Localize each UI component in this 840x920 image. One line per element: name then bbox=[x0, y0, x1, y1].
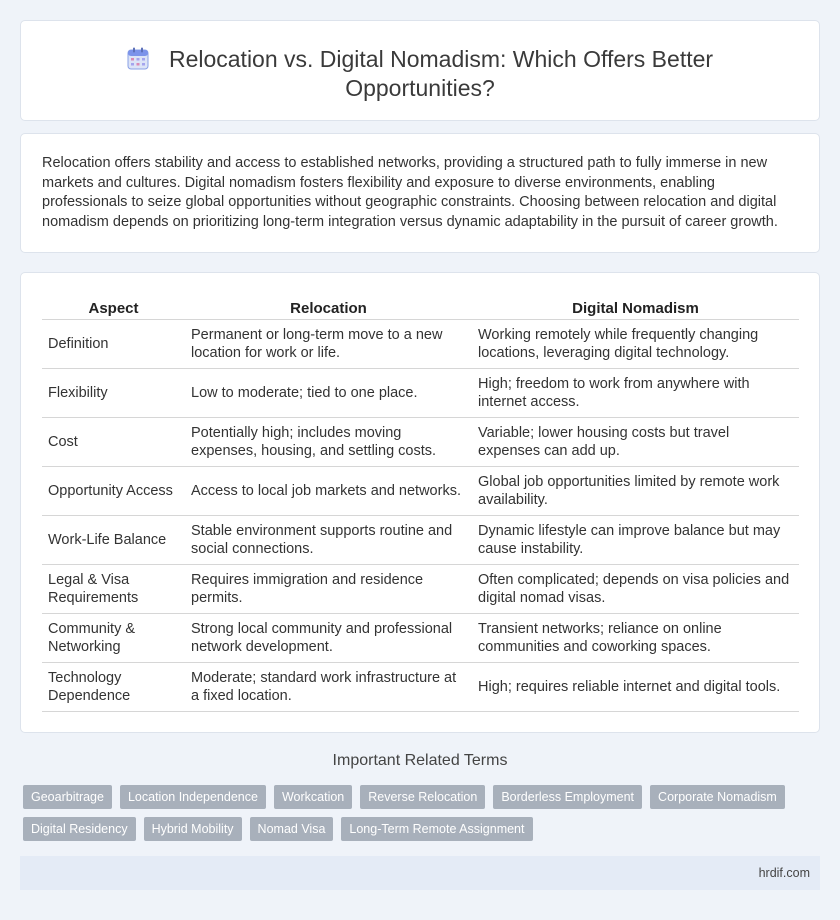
related-term-tag[interactable]: Geoarbitrage bbox=[23, 785, 112, 809]
table-row bbox=[42, 613, 799, 662]
aspect-cell: Definition bbox=[42, 319, 185, 368]
aspect-cell: Technology Dependence bbox=[42, 662, 185, 711]
related-term-tag[interactable]: Workcation bbox=[274, 785, 352, 809]
footer-site-link[interactable]: hrdif.com bbox=[758, 866, 810, 880]
related-term-tag[interactable]: Hybrid Mobility bbox=[144, 817, 242, 841]
nomadism-cell: Global job opportunities limited by remote work availability. bbox=[472, 466, 799, 515]
table-row bbox=[42, 417, 799, 466]
table-row bbox=[42, 466, 799, 515]
comparison-table-card bbox=[20, 272, 820, 733]
nomadism-cell: Transient networks; reliance on online communities and coworking spaces. bbox=[472, 613, 799, 662]
table-header-row bbox=[42, 296, 799, 319]
relocation-cell: Low to moderate; tied to one place. bbox=[185, 368, 472, 417]
aspect-cell: Legal & Visa Requirements bbox=[42, 564, 185, 613]
aspect-cell: Community & Networking bbox=[42, 613, 185, 662]
relocation-cell: Potentially high; includes moving expenses, housing, and settling costs. bbox=[185, 417, 472, 466]
related-term-tag[interactable]: Digital Residency bbox=[23, 817, 136, 841]
related-term-tag[interactable]: Long-Term Remote Assignment bbox=[341, 817, 532, 841]
related-term-tag[interactable]: Location Independence bbox=[120, 785, 266, 809]
comparison-table bbox=[42, 296, 799, 712]
related-terms-title: Important Related Terms bbox=[332, 752, 508, 769]
nomadism-cell: High; freedom to work from anywhere with internet access. bbox=[472, 368, 799, 417]
page-title bbox=[21, 45, 819, 103]
relocation-cell: Stable environment supports routine and social connections. bbox=[185, 515, 472, 564]
header-digital-nomadism: Digital Nomadism bbox=[472, 296, 799, 319]
relocation-cell: Strong local community and professional network development. bbox=[185, 613, 472, 662]
nomadism-cell: Working remotely while frequently changing locations, leveraging digital technology. bbox=[472, 319, 799, 368]
table-row bbox=[42, 319, 799, 368]
relocation-cell: Access to local job markets and networks. bbox=[185, 466, 472, 515]
nomadism-cell: High; requires reliable internet and digital tools. bbox=[472, 662, 799, 711]
title-line-2: Opportunities? bbox=[345, 75, 495, 101]
related-term-tag[interactable]: Borderless Employment bbox=[493, 785, 642, 809]
related-term-tag[interactable]: Reverse Relocation bbox=[360, 785, 485, 809]
aspect-cell: Work-Life Balance bbox=[42, 515, 185, 564]
intro-card bbox=[20, 133, 820, 253]
relocation-cell: Requires immigration and residence permits. bbox=[185, 564, 472, 613]
calendar-icon bbox=[127, 47, 149, 70]
nomadism-cell: Variable; lower housing costs but travel expenses can add up. bbox=[472, 417, 799, 466]
table-row bbox=[42, 368, 799, 417]
relocation-cell: Permanent or long-term move to a new location for work or life. bbox=[185, 319, 472, 368]
aspect-cell: Cost bbox=[42, 417, 185, 466]
related-term-tag[interactable]: Nomad Visa bbox=[250, 817, 334, 841]
table-row bbox=[42, 515, 799, 564]
nomadism-cell: Often complicated; depends on visa policies and digital nomad visas. bbox=[472, 564, 799, 613]
intro-paragraph: Relocation offers stability and access to established networks, providing a structured path to fully immerse in new markets and cultures. Digital nomadism fosters flexibility and exposure to diverse environments, enabling professionals to seize global opportunities without geographic constraints. Choosing between relocation and digital nomadism depends on prioritizing long-term integration versus dynamic adaptability in the pursuit of career growth. bbox=[42, 155, 778, 230]
header-relocation: Relocation bbox=[185, 296, 472, 319]
footer bbox=[20, 856, 820, 890]
title-card bbox=[20, 20, 820, 121]
table-row bbox=[42, 564, 799, 613]
nomadism-cell: Dynamic lifestyle can improve balance but may cause instability. bbox=[472, 515, 799, 564]
title-line-1: Relocation vs. Digital Nomadism: Which Offers Better bbox=[168, 46, 714, 72]
table-row bbox=[42, 662, 799, 711]
related-terms-tags bbox=[23, 785, 813, 841]
relocation-cell: Moderate; standard work infrastructure at a fixed location. bbox=[185, 662, 472, 711]
aspect-cell: Opportunity Access bbox=[42, 466, 185, 515]
header-aspect: Aspect bbox=[42, 296, 185, 319]
aspect-cell: Flexibility bbox=[42, 368, 185, 417]
related-term-tag[interactable]: Corporate Nomadism bbox=[650, 785, 785, 809]
